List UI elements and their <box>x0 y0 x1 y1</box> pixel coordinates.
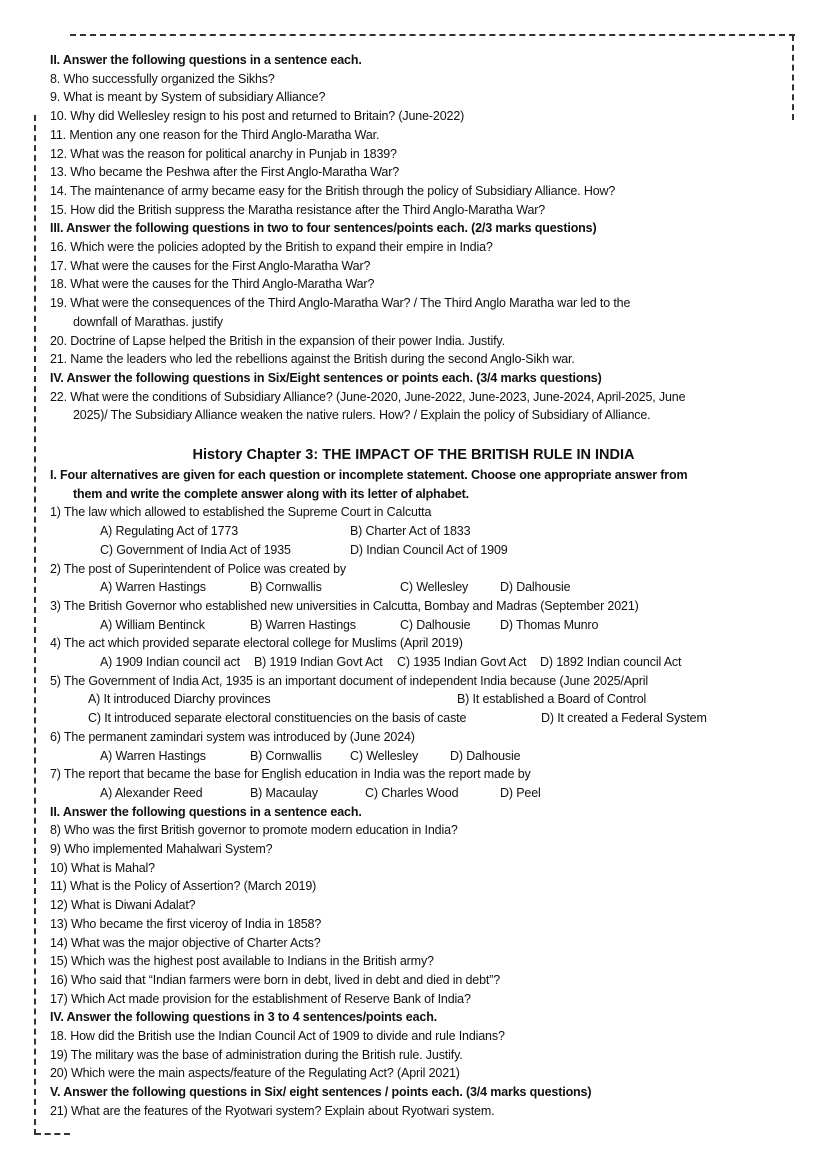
page-border-left <box>34 115 36 1135</box>
answer-option: C) 1935 Indian Govt Act <box>397 655 527 669</box>
line-text: 19) The military was the base of administration during the British rule. Justify. <box>50 1047 463 1062</box>
answer-option: B) 1919 Indian Govt Act <box>254 655 383 669</box>
answer-option: A) William Bentinck <box>100 617 205 632</box>
line-text: II. Answer the following questions in a sentence each. <box>50 53 362 67</box>
line-text: 1) The law which allowed to established the Supreme Court in Calcutta <box>50 505 432 520</box>
line-text: 20. Doctrine of Lapse helped the British in the expansion of their power India. Justify. <box>50 333 505 348</box>
line-text: 2025)/ The Subsidiary Alliance weaken the native rulers. How? / Explain the policy of Subsidiary of Alliance. <box>73 408 651 423</box>
answer-option: D) Thomas Munro <box>500 617 599 632</box>
line-text: 16) Who said that “Indian farmers were born in debt, lived in debt and died in debt”? <box>50 972 501 987</box>
answer-option: D) Indian Council Act of 1909 <box>350 542 508 557</box>
answer-option: A) Warren Hastings <box>100 748 206 763</box>
line-text: 17. What were the causes for the First Anglo-Maratha War? <box>50 258 371 273</box>
page-border-right <box>792 35 794 120</box>
line-text: 17) Which Act made provision for the establishment of Reserve Bank of India? <box>50 991 471 1006</box>
answer-option: A) Warren Hastings <box>100 580 206 595</box>
line-text: downfall of Marathas. justify <box>73 314 223 329</box>
answer-option: B) Macaulay <box>250 785 318 800</box>
line-text: 2) The post of Superintendent of Police was created by <box>50 561 347 576</box>
line-text: V. Answer the following questions in Six/ eight sentences / points each. (3/4 marks questions) <box>50 1085 592 1100</box>
page-border-top <box>70 34 795 36</box>
line-text: 21) What are the features of the Ryotwari system? Explain about Ryotwari system. <box>50 1103 495 1118</box>
line-text: 15) Which was the highest post available to Indians in the British army? <box>50 954 434 969</box>
line-text: II. Answer the following questions in a sentence each. <box>50 804 362 819</box>
answer-option: C) Charles Wood <box>365 785 459 800</box>
line-text: 5) The Government of India Act, 1935 is an important document of independent India because (June 2025/April <box>50 673 649 688</box>
answer-option: C) Dalhousie <box>400 617 471 632</box>
answer-option: A) It introduced Diarchy provinces <box>88 692 271 707</box>
answer-option: C) It introduced separate electoral constituencies on the basis of caste <box>88 711 467 726</box>
line-text: IV. Answer the following questions in Six/Eight sentences or points each. (3/4 marks questions) <box>50 370 602 385</box>
line-text: 13) Who became the first viceroy of India in 1858? <box>50 916 322 931</box>
line-text: 14) What was the major objective of Charter Acts? <box>50 935 321 950</box>
line-text: 10. Why did Wellesley resign to his post and returned to Britain? (June-2022) <box>50 109 465 124</box>
line-text: 21. Name the leaders who led the rebellions against the British during the second Anglo-Sikh war. <box>50 352 575 367</box>
line-text: IV. Answer the following questions in 3 to 4 sentences/points each. <box>50 1010 438 1025</box>
line-text: 11. Mention any one reason for the Third Anglo-Maratha War. <box>50 127 380 142</box>
line-text: 4) The act which provided separate electoral college for Muslims (April 2019) <box>50 636 463 651</box>
answer-option: D) It created a Federal System <box>541 711 707 726</box>
answer-option: C) Wellesley <box>350 748 419 763</box>
line-text: I. Four alternatives are given for each question or incomplete statement. Choose one appropriate answer from <box>50 468 688 482</box>
line-text: 9. What is meant by System of subsidiary Alliance? <box>50 90 326 105</box>
line-text: 12) What is Diwani Adalat? <box>50 898 196 913</box>
answer-option: C) Wellesley <box>400 580 469 595</box>
line-text: 6) The permanent zamindari system was introduced by (June 2024) <box>50 729 415 744</box>
answer-option: D) Dalhousie <box>450 748 521 763</box>
line-text: 10) What is Mahal? <box>50 860 155 875</box>
answer-option: D) Dalhousie <box>500 580 571 595</box>
answer-option: A) Alexander Reed <box>100 785 203 800</box>
line-text: 9) Who implemented Mahalwari System? <box>50 842 273 856</box>
answer-option: B) Warren Hastings <box>250 617 356 632</box>
answer-option: A) 1909 Indian council act <box>100 655 240 669</box>
answer-option: D) 1892 Indian council Act <box>540 655 682 669</box>
answer-option: A) Regulating Act of 1773 <box>100 524 239 539</box>
line-text: 15. How did the British suppress the Maratha resistance after the Third Anglo-Maratha War? <box>50 202 546 217</box>
answer-option: B) Charter Act of 1833 <box>350 524 471 539</box>
line-text: 18. What were the causes for the Third Anglo-Maratha War? <box>50 277 375 292</box>
answer-option: C) Government of India Act of 1935 <box>100 542 291 557</box>
line-text: 20) Which were the main aspects/feature of the Regulating Act? (April 2021) <box>50 1066 460 1081</box>
page-border-bottom <box>35 1133 70 1135</box>
line-text: them and write the complete answer along with its letter of alphabet. <box>73 486 469 501</box>
line-text: 13. Who became the Peshwa after the First Anglo-Maratha War? <box>50 165 400 180</box>
line-text: 14. The maintenance of army became easy for the British through the policy of Subsidiary Alliance. How? <box>50 183 616 198</box>
line-text: III. Answer the following questions in two to four sentences/points each. (2/3 marks questions) <box>50 221 597 236</box>
line-text: 7) The report that became the base for English education in India was the report made by <box>50 767 531 782</box>
line-text: 22. What were the conditions of Subsidiary Alliance? (June-2020, June-2022, June-2023, June-2024, April-2025, June <box>50 389 686 404</box>
line-text: 18. How did the British use the Indian Council Act of 1909 to divide and rule Indians? <box>50 1029 505 1043</box>
answer-option: B) It established a Board of Control <box>457 692 647 707</box>
line-text: 19. What were the consequences of the Third Anglo-Maratha War? / The Third Anglo Maratha war led to the <box>50 296 631 311</box>
line-text: 16. Which were the policies adopted by the British to expand their empire in India? <box>50 240 493 254</box>
answer-option: B) Cornwallis <box>250 580 322 595</box>
line-text: 8) Who was the first British governor to promote modern education in India? <box>50 823 458 838</box>
line-text: 3) The British Governor who established new universities in Calcutta, Bombay and Madras (September 2021) <box>50 598 639 613</box>
answer-option: B) Cornwallis <box>250 748 322 763</box>
answer-option: D) Peel <box>500 785 541 800</box>
line-text: 8. Who successfully organized the Sikhs? <box>50 71 275 86</box>
chapter-heading: History Chapter 3: THE IMPACT OF THE BRITISH RULE IN INDIA <box>192 447 635 463</box>
line-text: 11) What is the Policy of Assertion? (March 2019) <box>50 879 317 894</box>
line-text: 12. What was the reason for political anarchy in Punjab in 1839? <box>50 146 397 161</box>
